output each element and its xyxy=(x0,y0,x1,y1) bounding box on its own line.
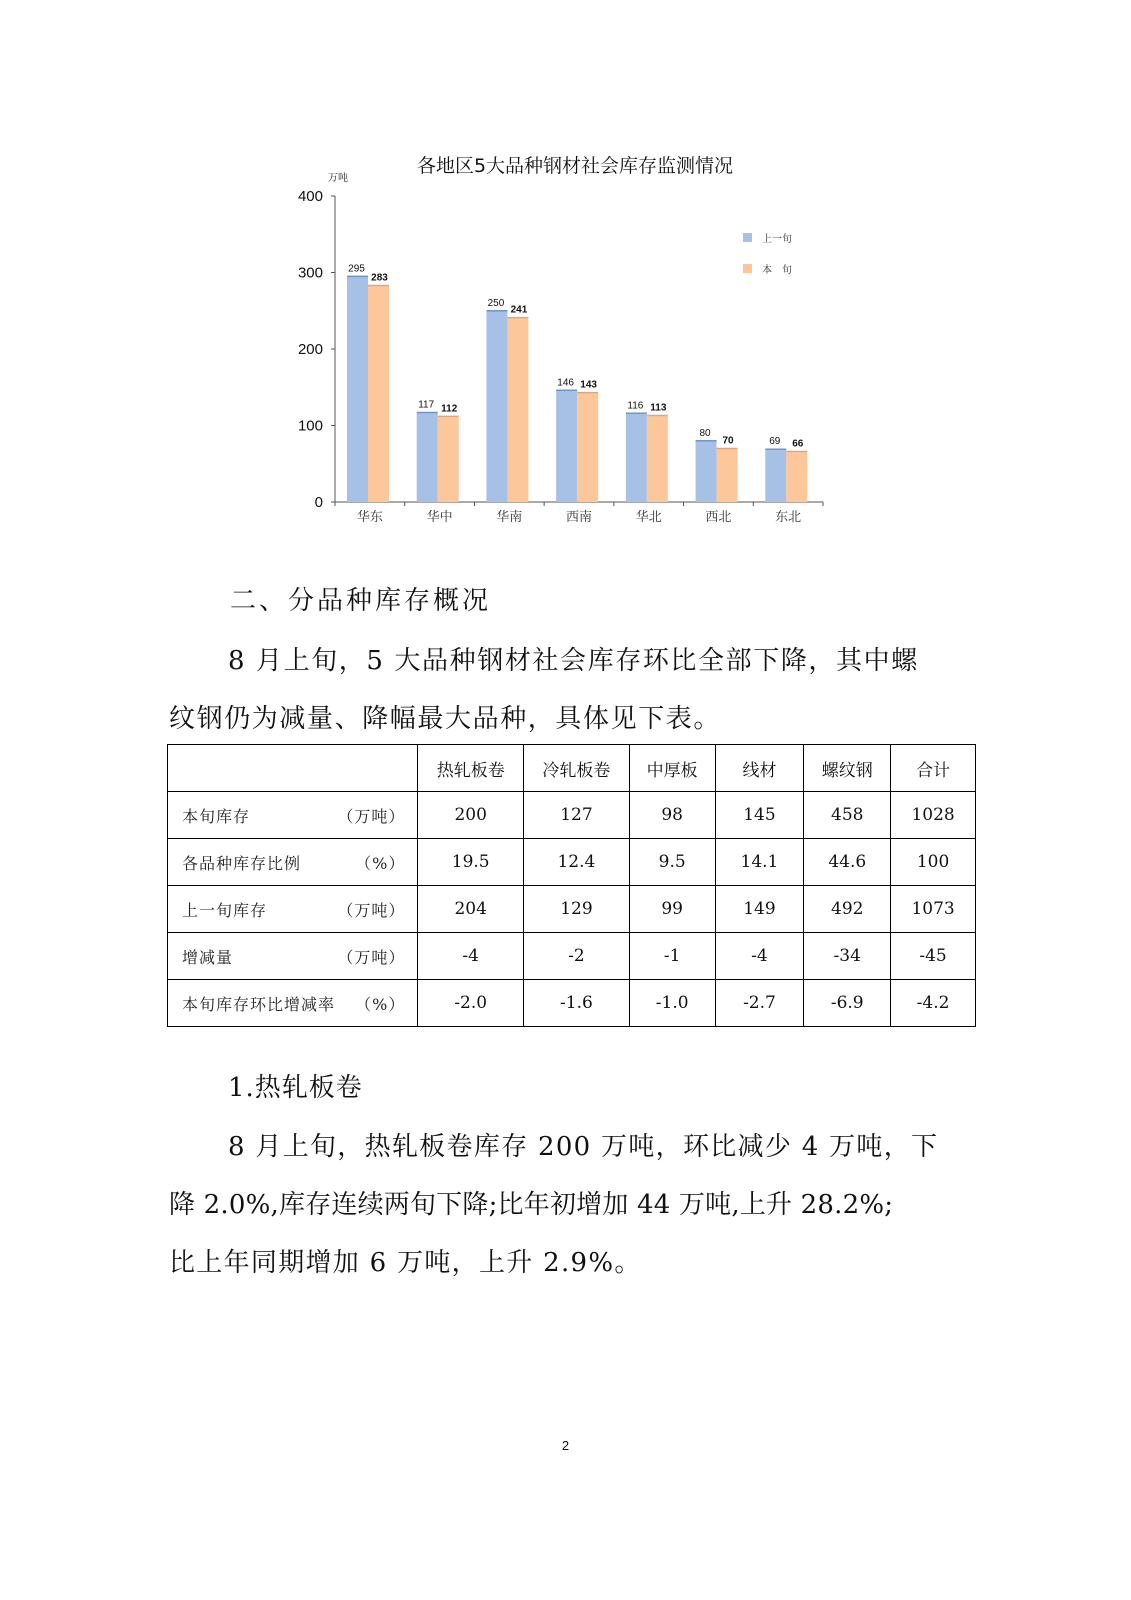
chart-svg xyxy=(280,140,840,540)
table-header-row xyxy=(168,745,976,792)
bar-previous xyxy=(347,276,368,502)
table-cell: 1073 xyxy=(891,886,976,933)
table-cell: -4.2 xyxy=(891,980,976,1027)
bar-current xyxy=(717,448,738,502)
intro-paragraph-line-2: 纹钢仍为减量、降幅最大品种，具体见下表。 xyxy=(169,704,722,734)
table-cell: 129 xyxy=(524,886,630,933)
data-label-current: 66 xyxy=(792,438,804,450)
chart-bars xyxy=(347,263,807,502)
data-label-previous: 295 xyxy=(348,263,365,275)
table-cell: 204 xyxy=(418,886,524,933)
data-label-current: 112 xyxy=(441,403,458,415)
table-cell: 492 xyxy=(804,886,891,933)
y-tick-label: 100 xyxy=(297,417,323,435)
row-unit: （万吨） xyxy=(337,900,406,920)
legend-label: 上一旬 xyxy=(762,234,792,245)
hot-rolled-paragraph-line-1: 8 月上旬，热轧板卷库存 200 万吨，环比减少 4 万吨，下 xyxy=(228,1132,939,1162)
x-category-label: 华南 xyxy=(496,510,523,525)
data-label-current: 113 xyxy=(650,402,667,414)
data-label-current: 143 xyxy=(580,379,597,391)
table-cell: 149 xyxy=(715,886,804,933)
row-unit: （%） xyxy=(355,994,406,1014)
bar-current xyxy=(438,416,459,502)
x-category-label: 华北 xyxy=(635,510,662,525)
table-row xyxy=(168,933,976,980)
bar-current xyxy=(368,286,389,502)
row-label-cell xyxy=(168,980,418,1027)
y-tick-label: 200 xyxy=(297,341,323,358)
table-cell: 458 xyxy=(804,792,891,839)
table-row xyxy=(168,980,976,1027)
table-cell: -2.0 xyxy=(418,980,524,1027)
row-label: 本旬库存 xyxy=(182,806,251,826)
y-tick-label: 300 xyxy=(297,264,323,282)
table-cell: -6.9 xyxy=(804,980,891,1027)
table-cell: -2 xyxy=(524,933,630,980)
y-axis-unit: 万吨 xyxy=(328,173,348,184)
table-header-cell: 螺纹钢 xyxy=(804,745,891,792)
x-category-label: 西南 xyxy=(565,510,593,525)
row-unit: （万吨） xyxy=(337,806,406,826)
table-row xyxy=(168,792,976,839)
table-cell: -1.0 xyxy=(629,980,715,1027)
table-header-cell: 中厚板 xyxy=(629,745,715,792)
row-label-cell xyxy=(168,933,418,980)
bar-current xyxy=(507,318,528,502)
bar-current xyxy=(577,393,598,502)
table-cell: 200 xyxy=(418,792,524,839)
data-label-previous: 117 xyxy=(418,399,435,411)
bar-previous xyxy=(417,412,438,502)
table-header-cell: 合计 xyxy=(891,745,976,792)
bar-previous xyxy=(765,449,786,502)
table-cell: -34 xyxy=(804,933,891,980)
chart-title: 各地区5大品种钢材社会库存监测情况 xyxy=(416,155,734,177)
row-label-cell xyxy=(168,839,418,886)
page-number: 2 xyxy=(561,1438,570,1453)
hot-rolled-paragraph-line-3: 比上年同期增加 6 万吨，上升 2.9%。 xyxy=(169,1248,642,1278)
data-label-previous: 146 xyxy=(557,377,574,389)
data-label-previous: 116 xyxy=(627,400,644,412)
row-label: 增减量 xyxy=(182,947,234,967)
table-cell: 127 xyxy=(524,792,630,839)
table-cell: -4 xyxy=(715,933,804,980)
bar-previous xyxy=(486,311,507,502)
table-cell: 9.5 xyxy=(629,839,715,886)
bar-previous xyxy=(626,413,647,502)
regional-inventory-chart xyxy=(280,140,840,540)
table-cell: 19.5 xyxy=(418,839,524,886)
inventory-table xyxy=(167,744,976,1027)
legend-swatch xyxy=(743,264,752,273)
table-header-cell: 热轧板卷 xyxy=(418,745,524,792)
table-cell: 100 xyxy=(891,839,976,886)
section-heading: 二、分品种库存概况 xyxy=(230,586,492,616)
table-cell: -1 xyxy=(629,933,715,980)
intro-paragraph-line-1: 8 月上旬，5 大品种钢材社会库存环比全部下降，其中螺 xyxy=(228,646,919,676)
table-cell: 98 xyxy=(629,792,715,839)
chart-legend xyxy=(743,232,792,276)
table-cell: 145 xyxy=(715,792,804,839)
table-cell: 12.4 xyxy=(524,839,630,886)
table-header-cell: 线材 xyxy=(715,745,804,792)
table-cell: 14.1 xyxy=(715,839,804,886)
row-label-cell xyxy=(168,886,418,933)
table-row xyxy=(168,886,976,933)
row-unit: （%） xyxy=(355,853,406,873)
table-cell: -1.6 xyxy=(524,980,630,1027)
x-category-label: 华东 xyxy=(356,510,383,525)
table-header-cell xyxy=(168,745,418,792)
table-cell: -2.7 xyxy=(715,980,804,1027)
x-category-label: 东北 xyxy=(775,510,802,525)
x-category-label: 华中 xyxy=(426,510,453,525)
table-cell: 1028 xyxy=(891,792,976,839)
data-label-current: 70 xyxy=(722,435,734,447)
table-cell: -4 xyxy=(418,933,524,980)
legend-label: 本 旬 xyxy=(762,265,792,276)
y-tick-label: 400 xyxy=(297,188,323,205)
data-label-current: 241 xyxy=(510,304,528,316)
bar-current xyxy=(647,416,668,502)
row-label: 上一旬库存 xyxy=(182,900,268,920)
hot-rolled-paragraph-line-2: 降 2.0%,库存连续两旬下降;比年初增加 44 万吨,上升 28.2%; xyxy=(169,1190,894,1220)
data-label-previous: 69 xyxy=(769,436,781,448)
bar-previous xyxy=(556,390,577,502)
data-label-previous: 250 xyxy=(487,297,505,309)
row-label: 各品种库存比例 xyxy=(182,853,302,873)
table-row xyxy=(168,839,976,886)
bar-current xyxy=(786,452,807,502)
subsection-heading: 1.热轧板卷 xyxy=(228,1073,363,1103)
row-unit: （万吨） xyxy=(337,947,406,967)
legend-swatch xyxy=(743,233,752,242)
table-cell: -45 xyxy=(891,933,976,980)
data-label-current: 283 xyxy=(371,272,388,284)
data-label-previous: 80 xyxy=(699,427,711,439)
row-label-cell xyxy=(168,792,418,839)
y-tick-label: 0 xyxy=(314,494,323,511)
table-cell: 44.6 xyxy=(804,839,891,886)
bar-previous xyxy=(696,441,717,502)
x-category-label: 西北 xyxy=(705,510,732,525)
table-cell: 99 xyxy=(629,886,715,933)
row-label: 本旬库存环比增减率 xyxy=(182,994,336,1014)
table-header-cell: 冷轧板卷 xyxy=(524,745,630,792)
